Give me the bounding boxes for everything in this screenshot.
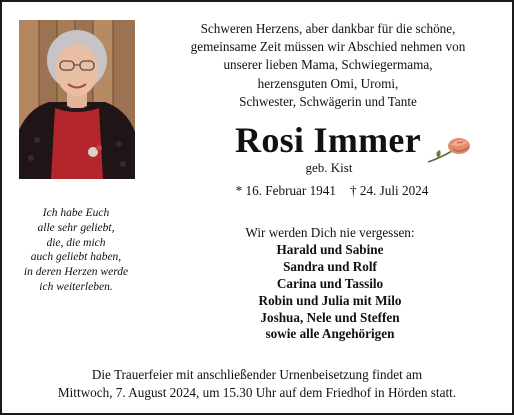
mourners-lead: Wir werden Dich nie vergessen:: [245, 225, 415, 240]
death-date: † 24. Juli 2024: [349, 183, 429, 198]
mourner-name: Sandra und Rolf: [283, 258, 377, 274]
mourners-list: [202, 225, 458, 343]
intro-line: herzensguten Omi, Uromi,: [257, 75, 399, 91]
intro-text: [170, 20, 486, 111]
intro-line: unserer lieben Mama, Schwiegermama,: [223, 57, 433, 73]
mourner-name: Carina und Tassilo: [276, 275, 384, 291]
funeral-info: [22, 366, 492, 401]
intro-line: Schwester, Schwägerin und Tante: [239, 93, 417, 109]
intro-line: gemeinsame Zeit müssen wir Abschied nehmen von: [190, 39, 466, 55]
poem: [10, 206, 142, 295]
poem-line: in deren Herzen werde: [23, 266, 129, 279]
poem-line: Ich habe Euch: [42, 207, 110, 219]
poem-line: die, die mich: [46, 236, 106, 249]
deceased-name: Rosi Immer: [235, 120, 421, 160]
birth-name: geb. Kist: [305, 160, 353, 175]
poem-line: alle sehr geliebt,: [37, 221, 115, 234]
poem-line: auch geliebt haben,: [30, 251, 122, 264]
rose-icon: [426, 132, 474, 164]
funeral-info-line: Mittwoch, 7. August 2024, um 15.30 Uhr auf dem Friedhof in Hörden statt.: [57, 384, 457, 400]
mourner-name: Harald und Sabine: [276, 241, 384, 257]
mourner-name: Robin und Julia mit Milo: [258, 292, 402, 308]
intro-line: Schweren Herzens, aber dankbar für die schöne,: [200, 21, 456, 36]
mourner-name: sowie alle Angehörigen: [265, 326, 395, 342]
portrait-photo: [19, 20, 135, 179]
funeral-info-line: Die Trauerfeier mit anschließender Urnenbeisetzung findet am: [91, 367, 423, 382]
poem-line: ich weiterleben.: [39, 280, 113, 293]
mourner-name: Joshua, Nele und Steffen: [260, 309, 400, 325]
life-dates: [202, 182, 462, 200]
birth-date: * 16. Februar 1941: [235, 183, 336, 198]
